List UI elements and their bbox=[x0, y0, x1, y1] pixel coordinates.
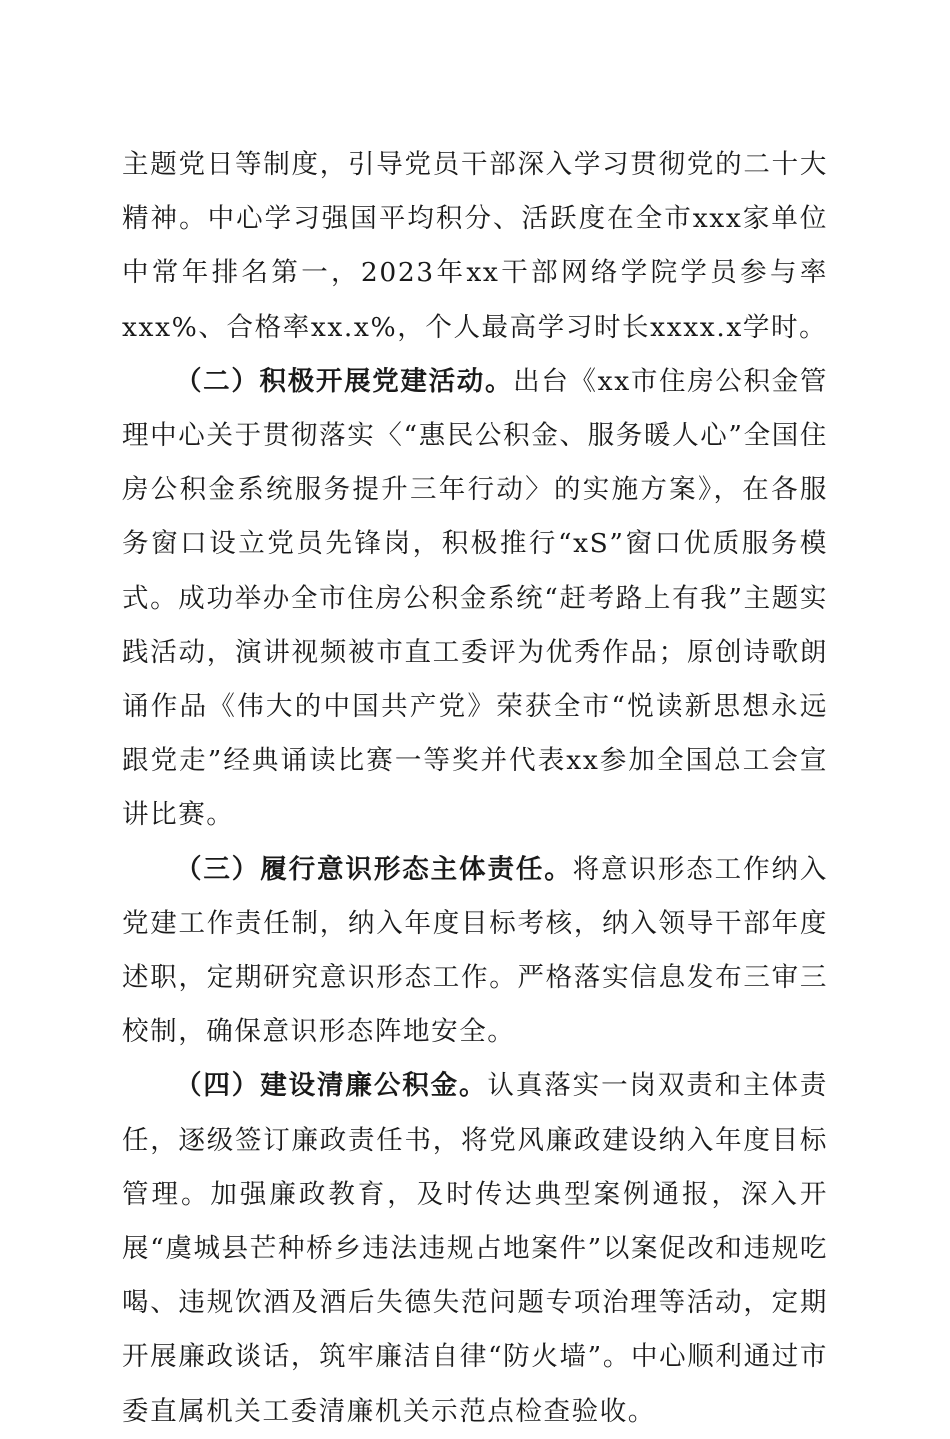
paragraph-text: 出台《xx市住房公积金管理中心关于贯彻落实〈“惠民公积金、服务暖人心”全国住房公积金系统服务提升三年行动〉的实施方案》，在各服务窗口设立党员先锋岗，积极推行“xS”窗口优质服务模式。成功举办全市住房公积金系统“赶考路上有我”主题实践活动，演讲视频被市直工委评为优秀作品；原创诗歌朗诵作品《伟大的中国共产党》荣获全市“悦读新思想永远跟党走”经典诵读比赛一等奖并代表xx参加全国总工会宣讲比赛。 bbox=[122, 365, 829, 831]
paragraph-ideology-responsibility bbox=[122, 843, 828, 1060]
paragraph-text: 将意识形态工作纳入党建工作责任制，纳入年度目标考核，纳入领导干部年度述职，定期研究意识形态工作。严格落实信息发布三审三校制，确保意识形态阵地安全。 bbox=[122, 853, 828, 1048]
paragraph-text: 认真落实一岗双责和主体责任，逐级签订廉政责任书，将党风廉政建设纳入年度目标管理。加强廉政教育，及时传达典型案例通报，深入开展“虞城县芒种桥乡违法违规占地案件”以案促改和违规吃喝、违规饮酒及酒后失德失范问题专项治理等活动，定期开展廉政谈话，筑牢廉洁自律“防火墙”。中心顺利通过市委直属机关工委清廉机关示范点检查验收。 bbox=[122, 1070, 828, 1427]
section-heading-3: （三）履行意识形态主体责任。 bbox=[175, 853, 573, 885]
paragraph-party-activities bbox=[122, 355, 828, 843]
paragraph-clean-government bbox=[122, 1059, 828, 1438]
section-heading-4: （四）建设清廉公积金。 bbox=[175, 1070, 488, 1102]
section-heading-2: （二）积极开展党建活动。 bbox=[175, 365, 514, 397]
paragraph-text: 主题党日等制度，引导党员干部深入学习贯彻党的二十大精神。中心学习强国平均积分、活跃度在全市xxx家单位中常年排名第一，2023年xx干部网络学院学员参与率xxx%、合格率xx.x%，个人最高学习时长xxxx.x学时。 bbox=[122, 149, 828, 343]
document-body bbox=[122, 138, 828, 1439]
paragraph-study-results bbox=[122, 138, 828, 355]
